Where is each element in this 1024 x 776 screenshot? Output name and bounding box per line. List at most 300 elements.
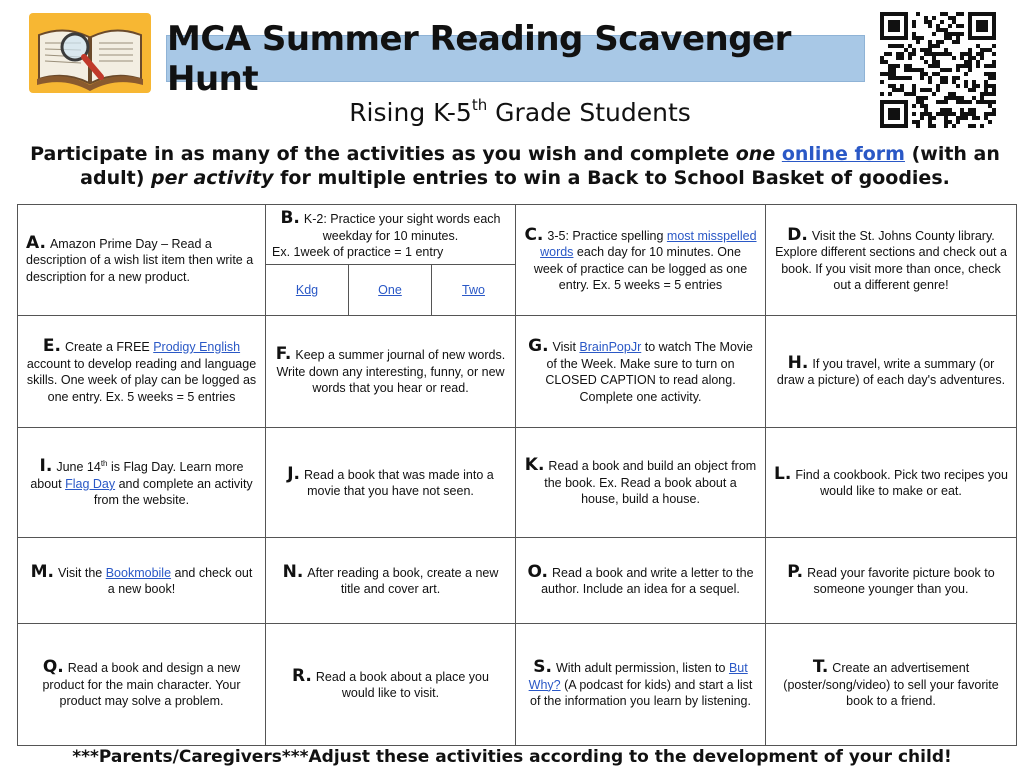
intro-paragraph	[20, 142, 1010, 190]
activity-t-text: Create an advertisement (poster/song/video) to sell your favorite book to a friend.	[783, 661, 999, 709]
qr-module	[880, 56, 884, 60]
qr-module	[980, 20, 984, 24]
qr-module	[968, 124, 972, 128]
qr-module	[920, 116, 924, 120]
qr-module	[924, 96, 928, 100]
qr-module	[956, 36, 960, 40]
qr-module	[940, 20, 944, 24]
qr-module	[880, 36, 884, 40]
qr-module	[888, 12, 892, 16]
qr-module	[944, 36, 948, 40]
qr-module	[884, 52, 888, 56]
qr-module	[960, 24, 964, 28]
qr-module	[928, 80, 932, 84]
qr-module	[916, 120, 920, 124]
qr-module	[932, 32, 936, 36]
qr-module	[972, 112, 976, 116]
qr-module	[880, 124, 884, 128]
qr-module	[924, 72, 928, 76]
qr-module	[968, 28, 972, 32]
qr-module	[880, 60, 884, 64]
qr-module	[968, 88, 972, 92]
qr-module	[956, 76, 960, 80]
qr-module	[992, 52, 996, 56]
qr-module	[904, 24, 908, 28]
activity-cell-a	[18, 205, 266, 316]
qr-module	[944, 52, 948, 56]
qr-module	[968, 20, 972, 24]
activity-c-pre: 3-5: Practice spelling	[547, 228, 667, 243]
qr-module	[908, 68, 912, 72]
qr-module	[960, 96, 964, 100]
qr-module	[944, 120, 948, 124]
activity-cell-e	[18, 316, 266, 428]
qr-module	[888, 28, 892, 32]
activity-s-pre: With adult permission, listen to	[555, 661, 729, 676]
qr-module	[932, 116, 936, 120]
qr-module	[920, 76, 924, 80]
qr-module	[908, 64, 912, 68]
qr-module	[976, 84, 980, 88]
qr-module	[984, 20, 988, 24]
intro-part2: (with an adult)	[80, 143, 1000, 189]
subtitle-main: Rising K-5	[349, 98, 472, 127]
qr-module	[940, 28, 944, 32]
qr-module	[912, 68, 916, 72]
title-text: MCA Summer Reading Scavenger Hunt	[167, 18, 791, 99]
activity-c-post: each day for 10 minutes. One week of practice can be logged as one entry. Ex. 5 weeks = 5 entries	[533, 245, 748, 292]
footer-note: ***Parents/Caregivers***Adjust these activities according to the development of your child!	[72, 747, 952, 767]
qr-module	[912, 36, 916, 40]
qr-module	[948, 16, 952, 20]
qr-module	[900, 36, 904, 40]
activity-h-text: If you travel, write a summary (or draw a picture) of each day's adventures.	[776, 356, 1006, 387]
qr-module	[976, 36, 980, 40]
qr-module	[880, 120, 884, 124]
qr-module	[916, 12, 920, 16]
qr-module	[944, 12, 948, 16]
qr-module	[936, 52, 940, 56]
qr-module	[964, 60, 968, 64]
qr-module	[908, 76, 912, 80]
qr-module	[908, 92, 912, 96]
qr-module	[880, 116, 884, 120]
qr-module	[880, 108, 884, 112]
qr-module	[884, 72, 888, 76]
qr-module	[896, 52, 900, 56]
qr-module	[980, 48, 984, 52]
qr-module	[940, 12, 944, 16]
qr-module	[964, 72, 968, 76]
qr-module	[936, 88, 940, 92]
qr-module	[924, 108, 928, 112]
letter-t: T.	[812, 657, 829, 678]
qr-module	[992, 32, 996, 36]
qr-module	[976, 52, 980, 56]
qr-module	[932, 72, 936, 76]
qr-module	[920, 48, 924, 52]
qr-module	[940, 112, 944, 116]
qr-module	[952, 80, 956, 84]
qr-module	[896, 108, 900, 112]
qr-module	[956, 116, 960, 120]
letter-g: G.	[528, 336, 549, 356]
qr-module	[896, 88, 900, 92]
qr-module	[984, 92, 988, 96]
activity-cell-n	[266, 538, 516, 624]
qr-module	[904, 12, 908, 16]
qr-module	[936, 28, 940, 32]
qr-module	[916, 68, 920, 72]
qr-module	[916, 40, 920, 44]
qr-module	[988, 72, 992, 76]
qr-module	[892, 100, 896, 104]
qr-module	[980, 28, 984, 32]
qr-module	[952, 16, 956, 20]
qr-module	[988, 48, 992, 52]
qr-module	[884, 12, 888, 16]
qr-module	[924, 112, 928, 116]
qr-module	[976, 100, 980, 104]
intro-per-activity: per activity	[151, 167, 274, 189]
qr-module	[964, 80, 968, 84]
qr-module	[928, 112, 932, 116]
qr-module	[928, 48, 932, 52]
qr-module	[992, 20, 996, 24]
letter-d: D.	[787, 224, 808, 245]
qr-module	[956, 100, 960, 104]
qr-module	[904, 124, 908, 128]
qr-module	[948, 120, 952, 124]
qr-module	[964, 100, 968, 104]
qr-module	[896, 12, 900, 16]
qr-module	[976, 60, 980, 64]
qr-module	[932, 56, 936, 60]
qr-module	[904, 104, 908, 108]
qr-module	[936, 72, 940, 76]
qr-module	[892, 20, 896, 24]
qr-module	[980, 56, 984, 60]
qr-module	[936, 100, 940, 104]
qr-module	[988, 120, 992, 124]
subtitle-end: Grade Students	[487, 98, 691, 127]
qr-module	[968, 48, 972, 52]
qr-module	[912, 24, 916, 28]
qr-module	[960, 108, 964, 112]
qr-module	[968, 12, 972, 16]
qr-module	[896, 36, 900, 40]
qr-module	[880, 16, 884, 20]
letter-h: H.	[787, 352, 809, 373]
activity-o-text: Read a book and write a letter to the author. Include an idea for a sequel.	[541, 565, 754, 596]
qr-module	[924, 104, 928, 108]
qr-module	[952, 92, 956, 96]
qr-module	[920, 112, 924, 116]
qr-module	[884, 60, 888, 64]
book-magnifier-logo	[29, 13, 151, 93]
qr-module	[956, 32, 960, 36]
qr-module	[952, 32, 956, 36]
qr-module	[968, 56, 972, 60]
qr-module	[912, 112, 916, 116]
qr-module	[968, 52, 972, 56]
qr-module	[984, 12, 988, 16]
qr-module	[940, 76, 944, 80]
qr-module	[940, 100, 944, 104]
qr-module	[952, 112, 956, 116]
link-one[interactable]: One	[378, 282, 402, 297]
qr-module	[888, 64, 892, 68]
qr-module	[948, 36, 952, 40]
qr-module	[904, 20, 908, 24]
qr-module	[992, 108, 996, 112]
activity-cell-m	[18, 538, 266, 624]
qr-module	[888, 24, 892, 28]
qr-module	[964, 84, 968, 88]
qr-module	[904, 48, 908, 52]
qr-module	[888, 100, 892, 104]
qr-module	[888, 76, 892, 80]
qr-module	[912, 92, 916, 96]
letter-b: B.	[280, 208, 300, 228]
qr-module	[944, 28, 948, 32]
qr-module	[884, 36, 888, 40]
qr-module	[988, 112, 992, 116]
activity-cell-h	[766, 316, 1016, 428]
qr-module	[888, 92, 892, 96]
qr-module	[916, 100, 920, 104]
qr-module	[992, 72, 996, 76]
qr-module	[912, 20, 916, 24]
qr-module	[912, 52, 916, 56]
qr-module	[936, 24, 940, 28]
qr-module	[972, 124, 976, 128]
qr-module	[928, 88, 932, 92]
activity-g-post: to watch The Movie of the Week. Make sure to turn on CLOSED CAPTION to read along. Complete one activity.	[545, 340, 753, 404]
qr-module	[968, 60, 972, 64]
qr-module	[936, 112, 940, 116]
qr-module	[892, 116, 896, 120]
qr-module	[972, 80, 976, 84]
intro-part1: Participate in as many of the activities as you wish and complete	[30, 143, 736, 165]
but-why-link[interactable]: But Why?	[528, 661, 748, 692]
qr-module	[972, 36, 976, 40]
qr-module	[928, 64, 932, 68]
qr-module	[944, 116, 948, 120]
page-title	[166, 18, 865, 99]
page-subtitle	[250, 96, 790, 132]
qr-module	[968, 108, 972, 112]
activity-b-text: K-2: Practice your sight words each weekday for 10 minutes.	[303, 212, 501, 243]
qr-module	[896, 24, 900, 28]
qr-module	[932, 52, 936, 56]
qr-module	[940, 40, 944, 44]
qr-code[interactable]	[876, 11, 1000, 129]
qr-module	[920, 104, 924, 108]
qr-module	[932, 16, 936, 20]
qr-module	[992, 36, 996, 40]
qr-module	[904, 112, 908, 116]
qr-module	[900, 124, 904, 128]
flag-day-link[interactable]: Flag Day	[65, 476, 116, 491]
qr-module	[892, 84, 896, 88]
qr-module	[992, 16, 996, 20]
qr-module	[988, 92, 992, 96]
letter-s: S.	[533, 657, 552, 678]
qr-module	[948, 108, 952, 112]
qr-module	[900, 84, 904, 88]
qr-module	[920, 100, 924, 104]
activity-cell-b	[266, 205, 516, 316]
qr-module	[984, 116, 988, 120]
letter-k: K.	[524, 455, 545, 476]
qr-module	[912, 120, 916, 124]
qr-module	[892, 72, 896, 76]
qr-module	[880, 32, 884, 36]
qr-module	[980, 96, 984, 100]
qr-module	[892, 124, 896, 128]
qr-module	[980, 12, 984, 16]
qr-module	[956, 40, 960, 44]
qr-module	[896, 56, 900, 60]
qr-module	[888, 84, 892, 88]
qr-module	[904, 100, 908, 104]
qr-module	[904, 76, 908, 80]
activity-e-post: account to develop reading and language skills. One week of play can be logged as one entry. Ex. 5 weeks = 5 entries	[26, 356, 257, 404]
activity-m-pre: Visit the	[58, 565, 106, 580]
qr-module	[960, 112, 964, 116]
qr-module	[920, 88, 924, 92]
activity-m-post: and check out a new book!	[107, 565, 253, 596]
qr-module	[940, 68, 944, 72]
qr-module	[924, 48, 928, 52]
qr-module	[900, 52, 904, 56]
qr-module	[928, 44, 932, 48]
qr-module	[984, 64, 988, 68]
qr-module	[948, 24, 952, 28]
activity-p-text: Read your favorite picture book to someone younger than you.	[807, 565, 995, 596]
qr-module	[884, 124, 888, 128]
letter-j: J.	[287, 463, 301, 484]
activity-cell-f	[266, 316, 516, 428]
qr-module	[880, 12, 884, 16]
letter-m: M.	[30, 561, 54, 582]
activity-i-pre: June 14	[56, 460, 101, 475]
brainpopjr-link[interactable]: BrainPopJr	[579, 340, 642, 354]
activity-i-post: and complete an activity from the website.	[93, 476, 253, 508]
activity-cell-i	[18, 428, 266, 538]
qr-module	[956, 96, 960, 100]
qr-module	[988, 76, 992, 80]
qr-module	[904, 108, 908, 112]
qr-module	[892, 68, 896, 72]
online-form-link[interactable]: online form	[781, 143, 905, 165]
qr-module	[948, 96, 952, 100]
qr-module	[920, 72, 924, 76]
qr-module	[968, 100, 972, 104]
qr-module	[936, 64, 940, 68]
qr-module	[928, 24, 932, 28]
activity-s-post: (A podcast for kids) and start a list of the information you learn by listening.	[530, 677, 753, 709]
qr-module	[944, 100, 948, 104]
qr-module	[948, 68, 952, 72]
activity-cell-c	[516, 205, 766, 316]
qr-module	[888, 36, 892, 40]
qr-module	[932, 44, 936, 48]
qr-module	[992, 28, 996, 32]
qr-module	[960, 32, 964, 36]
qr-module	[880, 20, 884, 24]
qr-module	[924, 88, 928, 92]
qr-code-icon[interactable]	[876, 11, 1000, 129]
qr-module	[904, 68, 908, 72]
activity-k-text: Read a book and build an object from the book. Ex. Read a book about a house, build a house.	[544, 459, 757, 507]
qr-module	[880, 112, 884, 116]
qr-module	[984, 80, 988, 84]
link-two[interactable]: Two	[462, 282, 485, 297]
qr-module	[988, 12, 992, 16]
prodigy-english-link[interactable]: Prodigy English	[153, 340, 241, 354]
qr-module	[892, 12, 896, 16]
qr-module	[988, 64, 992, 68]
qr-module	[892, 112, 896, 116]
link-kdg[interactable]: Kdg	[295, 282, 319, 297]
letter-p: P.	[787, 561, 804, 582]
qr-module	[880, 92, 884, 96]
qr-module	[960, 12, 964, 16]
qr-module	[880, 72, 884, 76]
qr-module	[904, 116, 908, 120]
activity-l-text: Find a cookbook. Pick two recipes you would like to make or eat.	[795, 467, 1008, 498]
qr-module	[916, 36, 920, 40]
qr-module	[928, 40, 932, 44]
activity-i-mid: is Flag Day. Learn more about	[30, 460, 244, 491]
activity-r-text: Read a book about a place you would like to visit.	[315, 669, 489, 700]
qr-module	[944, 80, 948, 84]
qr-module	[972, 84, 976, 88]
qr-module	[888, 44, 892, 48]
qr-module	[908, 52, 912, 56]
qr-module	[992, 76, 996, 80]
activity-cell-s	[516, 624, 766, 745]
qr-module	[952, 20, 956, 24]
qr-module	[920, 56, 924, 60]
qr-module	[892, 76, 896, 80]
qr-module	[928, 120, 932, 124]
qr-module	[988, 84, 992, 88]
qr-module	[944, 32, 948, 36]
qr-module	[908, 44, 912, 48]
qr-module	[880, 28, 884, 32]
qr-module	[960, 52, 964, 56]
qr-module	[964, 112, 968, 116]
activity-cell-j	[266, 428, 516, 538]
qr-module	[888, 116, 892, 120]
qr-module	[940, 80, 944, 84]
misspelled-words-link[interactable]: most misspelled words	[540, 228, 757, 259]
qr-module	[936, 60, 940, 64]
qr-module	[892, 36, 896, 40]
bookmobile-link[interactable]: Bookmobile	[105, 565, 172, 580]
qr-module	[916, 96, 920, 100]
qr-module	[896, 28, 900, 32]
qr-module	[968, 64, 972, 68]
qr-module	[912, 48, 916, 52]
qr-module	[952, 96, 956, 100]
qr-module	[988, 100, 992, 104]
letter-f: F.	[275, 344, 292, 365]
qr-module	[952, 76, 956, 80]
